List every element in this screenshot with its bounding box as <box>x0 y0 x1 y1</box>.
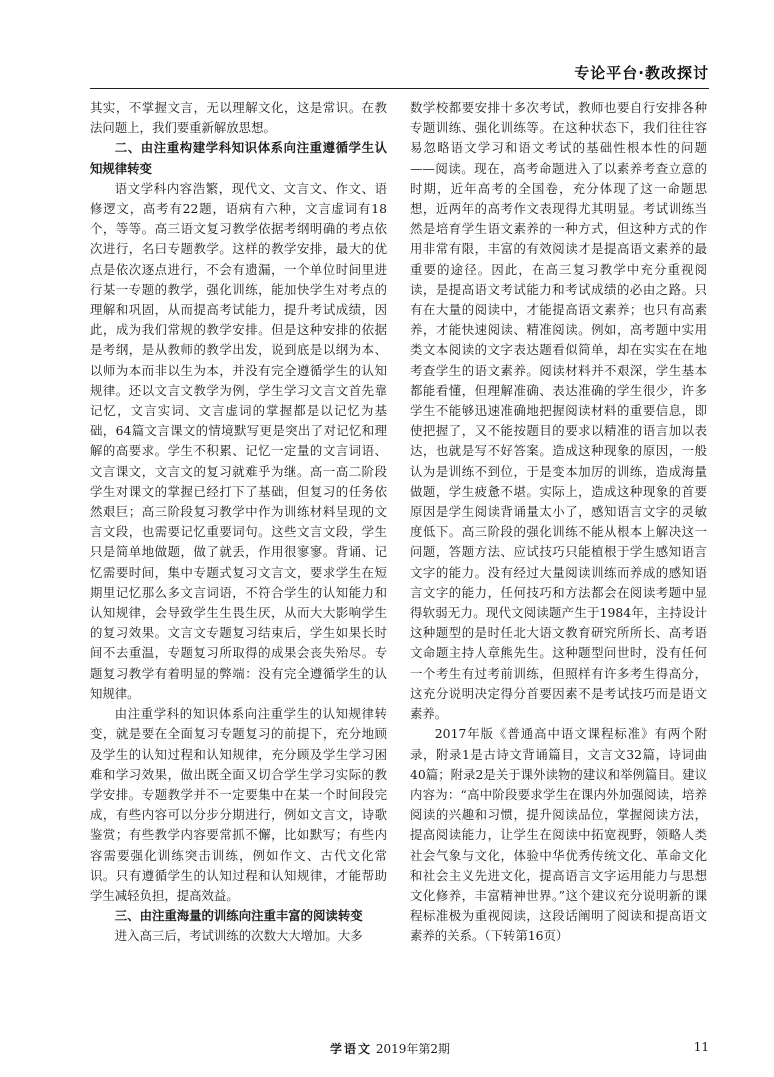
paragraph: 进入高三后，考试训练的次数大大增加。大多 <box>114 928 363 944</box>
journal-name: 学语文 <box>330 1042 373 1056</box>
paragraph-continued: 数学校都要安排十多次考试，教师也要自行安排各种专题训练、强化训练等。在这种状态下，我们往往容易忽略语文学习和语文考试的基础性根本性的问题——阅读。现在，高考命题进入了以素养考查立意的时期，近年高考的全国卷，充分体现了这一命题思想，近两年的高考作文表现得尤其明显。考试训练当然是培育学生语文素养的一种方式，但这种方式的作用非常有限，丰富的有效阅读才是提高语文素养的最重要的途径。因此，在高三复习教学中充分重视阅读，是提高语文考试能力和考试成绩的必由之路。只有在大量的阅读中，才能提高语文素养；也只有高素养，才能快速阅读、精准阅读。例如，高考题中实用类文本阅读的文字表达题看似简单，却在实实在在地考查学生的语文素养。阅读材料并不艰深，学生基本都能看懂，但理解准确、表达准确的学生很少，许多学生不能够迅速准确地把握阅读材料的重要信息，即使把握了，又不能按题目的要求以精准的语言加以表达，也就是写不好答案。造成这种现象的原因，一般认为是训练不到位，于是变本加厉的训练，造成海量做题，学生疲惫不堪。实际上，造成这种现象的首要原因是学生阅读背诵量太小了，感知语言文字的灵敏度低下。高三阶段的强化训练不能从根本上解决这一问题，答题方法、应试技巧只能植根于学生感知语言文字的能力。没有经过大量阅读训练而养成的感知语言文字的能力，任何技巧和方法都会在阅读考题中显得软弱无力。现代文阅读题产生于1984年，主持设计这种题型的是时任北大语文教育研究所所长、高考语文命题主持人章熊先生。这种题型问世时，没有任何一个考生有过考前训练，但照样有许多考生得高分，这充分说明决定得分首要因素不是考试技巧而是语文素养。 <box>410 100 707 722</box>
left-column <box>90 98 387 947</box>
page-footer <box>90 1040 709 1060</box>
page-header <box>90 62 709 90</box>
journal-info <box>330 1040 450 1057</box>
section-heading-2: 二、由注重构建学科知识体系向注重遵循学生认知规律转变 <box>90 140 387 176</box>
right-column <box>410 98 707 947</box>
page-number: 11 <box>693 1040 709 1054</box>
paragraph: 2017年版《普通高中语文课程标准》有两个附录，附录1是古诗文背诵篇目，文言文32篇，诗词曲40篇；附录2是关于课外读物的建议和举例篇目。建议内容为：“高中阶段要求学生在课内外加强阅读，培养阅读的兴趣和习惯，提升阅读品位，掌握阅读方法，提高阅读能力，让学生在阅读中拓宽视野，领略人类社会气象与文化，体验中华优秀传统文化、革命文化和社会主义先进文化，提高语言文字运用能力与思想文化修养，丰富精神世界。”这个建议充分说明新的课程标准极为重视阅读，这段话阐明了阅读和提高语文素养的关系。（下转第16页） <box>410 726 707 944</box>
journal-issue: 2019年第2期 <box>375 1042 451 1056</box>
paragraph-continued: 其实，不掌握文言，无以理解文化，这是常识。在教法问题上，我们要重新解放思想。 <box>90 100 387 136</box>
section-heading-3: 三、由注重海量的训练向注重丰富的阅读转变 <box>114 908 363 924</box>
paragraph: 语文学科内容浩繁，现代文、文言文、作文、语修逻文，高考有22题，语病有六种，文言虚词有18个，等等。高三语文复习教学依据考纲明确的考点依次进行，名曰专题教学。这样的教学安排，最大的优点是依次逐点进行，不会有遗漏，一个单位时间里进行某一专题的教学，强化训练，能加快学生对考点的理解和巩固，从而提高考试能力，提升考试成绩，因此，成为我们常规的教学安排。但是这种安排的依据是考纲，是从教师的教学出发，说到底是以纲为本、以师为本而非以生为本，并没有完全遵循学生的认知规律。还以文言文教学为例，学生学习文言文首先靠记忆，文言实词、文言虚词的掌握都是以记忆为基础，64篇文言课文的情境默写更是突出了对记忆和理解的高要求。学生不积累、记忆一定量的文言词语、文言课文，文言文的复习就难乎为继。高一高二阶段学生对课文的掌握已经打下了基础，但复习的任务依然艰巨；高三阶段复习教学中作为训练材料呈现的文言文段，也需要记忆重要词句。这些文言文段，学生只是简单地做题，做了就丢，作用很寥寥。背诵、记忆需要时间，集中专题式复习文言文，要求学生在短期里记忆那么多文言词语，不符合学生的认知能力和认知规律，会导致学生生畏生厌，从而大大影响学生的复习效果。文言文专题复习结束后，学生如果长时间不去重温，专题复习所取得的成果会丧失殆尽。专题复习教学有着明显的弊端：没有完全遵循学生的认知规律。 <box>90 180 387 701</box>
section-title: 专论平台·教改探讨 <box>574 64 709 82</box>
paragraph: 由注重学科的知识体系向注重学生的认知规律转变，就是要在全面复习专题复习的前提下，充分地顾及学生的认知过程和认知规律，充分顾及学生学习困难和学习效果，做出既全面又切合学生学习实际的教学安排。专题教学并不一定要集中在某一个时间段完成，有些内容可以分步分期进行，例如文言文，诗歌鉴赏；有些教学内容要常抓不懈，比如默写；有些内容需要强化训练突击训练，例如作文、古代文化常识。只有遵循学生的认知过程和认知规律，才能帮助学生减轻负担，提高效益。 <box>90 706 387 903</box>
header-rule <box>90 88 709 89</box>
